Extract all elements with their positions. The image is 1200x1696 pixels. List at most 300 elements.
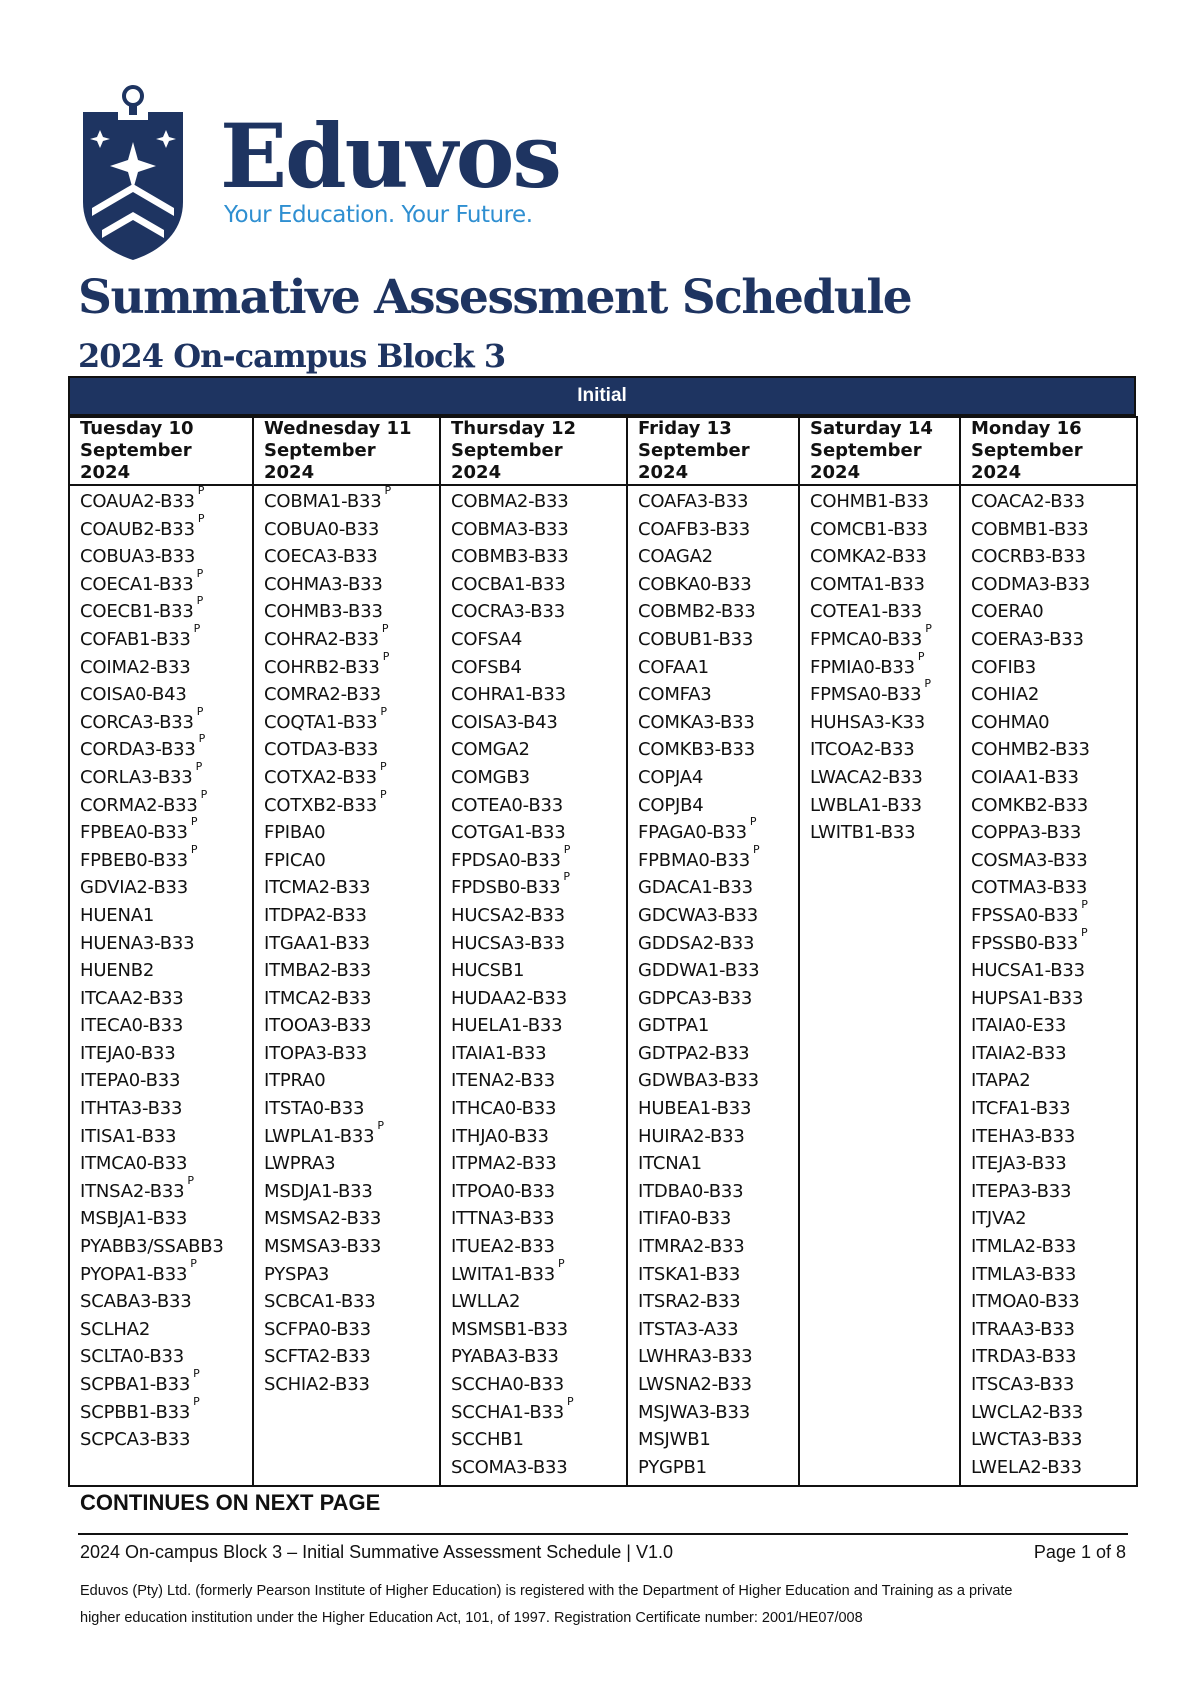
course-code <box>80 1367 248 1399</box>
course-code <box>971 1399 1132 1427</box>
course-code-text: COTEA0-B33 <box>451 794 563 816</box>
course-code-text: ITPOA0-B33 <box>451 1180 555 1202</box>
course-code-text: ITEPA0-B33 <box>80 1070 181 1092</box>
course-code <box>80 1150 248 1178</box>
course-code <box>451 571 622 599</box>
course-code <box>80 902 248 930</box>
course-code <box>264 681 435 709</box>
course-code <box>638 1178 794 1206</box>
course-code <box>638 1261 794 1289</box>
course-code <box>638 1095 794 1123</box>
practical-marker: P <box>380 704 387 718</box>
course-code <box>810 709 955 737</box>
course-code-text: HUCSA2-B33 <box>451 904 565 926</box>
course-code-text: HUIRA2-B33 <box>638 1125 745 1147</box>
course-code <box>80 1288 248 1316</box>
day-header: Wednesday 11 September 2024 <box>253 417 440 485</box>
course-code-text: ITDBA0-B33 <box>638 1180 744 1202</box>
course-code-text: COMKA3-B33 <box>638 711 755 733</box>
course-code-text: ITMOA0-B33 <box>971 1291 1080 1313</box>
course-code <box>80 1095 248 1123</box>
course-code-text: COMCB1-B33 <box>810 518 928 540</box>
course-code-text: COACA2-B33 <box>971 491 1085 512</box>
course-code <box>80 1394 248 1427</box>
course-code-text: HUCSA3-B33 <box>451 932 565 954</box>
course-code-text: ITOPA3-B33 <box>264 1042 368 1064</box>
course-code <box>264 1067 435 1095</box>
practical-marker: P <box>197 484 205 497</box>
course-code-text: SCHIA2-B33 <box>264 1374 370 1395</box>
course-code <box>264 484 435 516</box>
course-code <box>810 736 955 764</box>
course-code <box>451 1288 622 1316</box>
course-code-text: CORLA3-B33 <box>80 766 193 788</box>
course-code <box>971 1095 1132 1123</box>
course-code-text: ITDPA2-B33 <box>264 904 367 926</box>
course-code-text: COAFA3-B33 <box>638 491 749 512</box>
course-code-text: MSJWB1 <box>638 1429 711 1451</box>
footer-legal <box>80 1578 1130 1632</box>
course-code <box>971 925 1132 958</box>
course-code-text: ITMLA2-B33 <box>971 1236 1077 1258</box>
course-code <box>638 488 794 516</box>
course-code-text: COCRA3-B33 <box>451 601 565 623</box>
course-code-text: ITCNA1 <box>638 1153 702 1175</box>
course-code <box>80 930 248 958</box>
course-code-text: FPMCA0-B33 <box>810 628 923 650</box>
course-code-text: ITSRA2-B33 <box>638 1291 741 1313</box>
course-code <box>451 1012 622 1040</box>
course-code <box>264 1205 435 1233</box>
course-code-text: COBMB3-B33 <box>451 546 569 568</box>
course-code-text: FPBEB0-B33 <box>80 849 188 871</box>
course-code-text: LWACA2-B33 <box>810 766 923 788</box>
page-subtitle: 2024 On-campus Block 3 <box>78 337 506 375</box>
course-code-text: FPSSA0-B33 <box>971 904 1079 926</box>
course-code-text: COERA3-B33 <box>971 628 1084 650</box>
course-code-text: SCLHA2 <box>80 1318 151 1340</box>
course-code-text: COAUA2-B33 <box>80 491 195 512</box>
course-code <box>264 1316 435 1344</box>
course-code <box>264 598 435 626</box>
course-code-text: HUHSA3-K33 <box>810 711 925 733</box>
course-code <box>451 1095 622 1123</box>
course-code-text: HUENA1 <box>80 904 155 926</box>
course-code <box>451 516 622 544</box>
day-header-row <box>69 417 1137 485</box>
course-code-text: SCFTA2-B33 <box>264 1346 371 1368</box>
day-column <box>440 485 627 1486</box>
codes-row <box>69 485 1137 1486</box>
course-code <box>451 1316 622 1344</box>
crest-icon <box>78 84 188 264</box>
course-code-text: ITEPA3-B33 <box>971 1180 1072 1202</box>
course-code-text: COBMB1-B33 <box>971 518 1089 540</box>
course-code <box>80 566 248 599</box>
practical-marker: P <box>198 732 206 746</box>
course-code <box>638 874 794 902</box>
course-code <box>80 985 248 1013</box>
course-code-text: ITNSA2-B33 <box>80 1180 185 1202</box>
course-code <box>971 764 1132 792</box>
practical-marker: P <box>190 1256 197 1270</box>
course-code <box>638 598 794 626</box>
practical-marker: P <box>195 759 202 773</box>
course-code-text: GDTPA2-B33 <box>638 1042 750 1064</box>
course-code <box>264 819 435 847</box>
course-code-text: PYABA3-B33 <box>451 1346 559 1368</box>
schedule-table <box>68 376 1136 1487</box>
course-code <box>638 1316 794 1344</box>
course-code <box>451 598 622 626</box>
course-code <box>971 1040 1132 1068</box>
course-code-text: GDWBA3-B33 <box>638 1070 759 1092</box>
course-code <box>971 709 1132 737</box>
course-code <box>971 571 1132 599</box>
course-code-text: ITIFA0-B33 <box>638 1208 732 1230</box>
course-code <box>638 1288 794 1316</box>
course-code-text: COECA3-B33 <box>264 546 378 568</box>
course-code <box>971 516 1132 544</box>
course-code <box>971 654 1132 682</box>
practical-marker: P <box>384 484 391 497</box>
practical-marker: P <box>1081 897 1088 911</box>
course-code <box>451 842 622 875</box>
course-code-text: SCPBB1-B33 <box>80 1401 191 1423</box>
course-code-text: LWELA2-B33 <box>971 1456 1082 1478</box>
course-code-text: COTDA3-B33 <box>264 739 379 761</box>
course-code <box>80 787 248 820</box>
course-code-text: COBMB2-B33 <box>638 601 756 623</box>
page-title: Summative Assessment Schedule <box>78 270 912 325</box>
practical-marker: P <box>752 842 760 856</box>
course-code <box>451 764 622 792</box>
course-code <box>810 677 955 709</box>
footer-page-number: Page 1 of 8 <box>1033 1542 1126 1562</box>
course-code <box>264 787 435 820</box>
course-code <box>638 792 794 820</box>
course-code-text: LWITA1-B33 <box>451 1263 555 1285</box>
course-code-text: SCPBA1-B33 <box>80 1374 191 1395</box>
course-code <box>451 736 622 764</box>
course-code <box>810 792 955 820</box>
course-code-text: GDTPA1 <box>638 1015 710 1037</box>
course-code-text: FPAGA0-B33 <box>638 822 747 844</box>
course-code-text: ITAIA1-B33 <box>451 1042 547 1064</box>
course-code <box>638 902 794 930</box>
practical-marker: P <box>563 870 570 884</box>
course-code-text: COAUB2-B33 <box>80 518 195 540</box>
course-code <box>638 842 794 875</box>
course-code <box>638 764 794 792</box>
course-code-text: FPMIA0-B33 <box>810 656 915 678</box>
course-code <box>971 681 1132 709</box>
course-code-text: COAGA2 <box>638 546 713 568</box>
practical-marker: P <box>917 649 925 663</box>
course-code-text: ITAIA2-B33 <box>971 1042 1067 1064</box>
course-code <box>80 1173 248 1206</box>
course-code <box>971 488 1132 516</box>
course-code <box>638 1067 794 1095</box>
course-code-text: LWBLA1-B33 <box>810 794 922 816</box>
course-code-text: COHMB3-B33 <box>264 601 383 623</box>
course-code <box>80 874 248 902</box>
course-code <box>451 1205 622 1233</box>
course-code <box>451 1178 622 1206</box>
practical-marker: P <box>557 1256 565 1270</box>
practical-marker: P <box>190 842 198 856</box>
course-code-text: LWPLA1-B33 <box>264 1125 375 1147</box>
course-code-text: COPJB4 <box>638 794 704 816</box>
practical-marker: P <box>925 621 932 635</box>
course-code-text: COHIA2 <box>971 684 1040 706</box>
course-code-text: CORMA2-B33 <box>80 794 198 816</box>
course-code-text: COIMA2-B33 <box>80 656 191 678</box>
course-code <box>451 543 622 571</box>
course-code-text: ITHTA3-B33 <box>80 1098 183 1120</box>
eduvos-logo <box>78 84 598 264</box>
course-code-text: HUBEA1-B33 <box>638 1098 752 1120</box>
day-header: Saturday 14 September 2024 <box>799 417 960 485</box>
course-code <box>638 516 794 544</box>
day-header: Monday 16 September 2024 <box>960 417 1137 485</box>
course-code <box>80 1343 248 1371</box>
course-code <box>264 847 435 875</box>
practical-marker: P <box>566 1394 574 1408</box>
course-code <box>451 819 622 847</box>
course-code <box>451 1040 622 1068</box>
course-code <box>971 1288 1132 1316</box>
course-code-text: COISA3-B43 <box>451 711 558 733</box>
practical-marker: P <box>379 759 387 773</box>
course-code-text: LWCTA3-B33 <box>971 1429 1083 1451</box>
course-code-text: ITAPA2 <box>971 1070 1031 1092</box>
course-code-text: GDVIA2-B33 <box>80 877 188 899</box>
course-code <box>264 543 435 571</box>
course-code <box>638 654 794 682</box>
course-code-text: COTEA1-B33 <box>810 601 922 623</box>
course-code <box>264 1371 435 1399</box>
course-code <box>451 1343 622 1371</box>
course-code-text: ITCFA1-B33 <box>971 1098 1071 1120</box>
course-code <box>451 1394 622 1427</box>
course-code <box>80 543 248 571</box>
course-code <box>971 1123 1132 1151</box>
course-code-text: ITGAA1-B33 <box>264 932 370 954</box>
course-code-text: COBMA3-B33 <box>451 518 569 540</box>
course-code-text: GDCWA3-B33 <box>638 904 759 926</box>
course-code <box>638 1454 794 1482</box>
course-code-text: LWITB1-B33 <box>810 822 916 844</box>
course-code-text: COMFA3 <box>638 684 712 706</box>
course-code <box>264 985 435 1013</box>
course-code-text: HUPSA1-B33 <box>971 987 1084 1009</box>
legal-line: Eduvos (Pty) Ltd. (formerly Pearson Institute of Higher Education) is registered with the Department of Higher Education and Training as a private <box>80 1583 1013 1599</box>
continues-note: CONTINUES ON NEXT PAGE <box>80 1490 381 1515</box>
course-code-text: PYOPA1-B33 <box>80 1263 188 1285</box>
practical-marker: P <box>382 649 390 663</box>
course-code <box>451 1256 622 1289</box>
course-code <box>264 516 435 544</box>
course-code <box>810 819 955 847</box>
course-code <box>451 709 622 737</box>
course-code-text: COFIB3 <box>971 656 1036 678</box>
course-code-text: ITRAA3-B33 <box>971 1318 1075 1340</box>
course-code <box>638 1371 794 1399</box>
course-code-text: ITOOA3-B33 <box>264 1015 372 1037</box>
course-code <box>810 764 955 792</box>
course-code-text: SCFPA0-B33 <box>264 1318 371 1340</box>
course-code-text: ITEHA3-B33 <box>971 1125 1076 1147</box>
course-code <box>451 870 622 902</box>
course-code-text: MSMSB1-B33 <box>451 1318 568 1340</box>
course-code <box>638 626 794 654</box>
course-code <box>638 1426 794 1454</box>
course-code <box>638 1205 794 1233</box>
course-code-text: COMRA2-B33 <box>264 684 381 706</box>
course-code <box>810 488 955 516</box>
course-code <box>80 732 248 764</box>
practical-marker: P <box>381 621 389 635</box>
course-code-text: COPJA4 <box>638 766 704 788</box>
practical-marker: P <box>193 1367 200 1380</box>
brand-tagline: Your Education. Your Future. <box>224 202 533 228</box>
course-code <box>638 1399 794 1427</box>
course-code <box>264 930 435 958</box>
course-code-text: ITSTA0-B33 <box>264 1098 365 1120</box>
course-code <box>80 1123 248 1151</box>
course-code <box>451 1067 622 1095</box>
course-code <box>971 626 1132 654</box>
course-code-text: LWLLA2 <box>451 1291 521 1313</box>
course-code-text: COMTA1-B33 <box>810 573 925 595</box>
course-code-text: ITMBA2-B33 <box>264 960 372 982</box>
course-code-text: COBKA0-B33 <box>638 573 752 595</box>
course-code-text: HUCSB1 <box>451 960 525 982</box>
course-code <box>971 543 1132 571</box>
practical-marker: P <box>379 787 387 801</box>
course-code <box>638 571 794 599</box>
course-code <box>264 874 435 902</box>
course-code-text: COTXB2-B33 <box>264 794 377 816</box>
course-code-text: ITMCA0-B33 <box>80 1153 188 1175</box>
course-code-text: LWPRA3 <box>264 1153 336 1175</box>
course-code-text: COECB1-B33 <box>80 601 194 623</box>
course-code <box>264 571 435 599</box>
course-code-text: ITEJA3-B33 <box>971 1153 1067 1175</box>
course-code-text: ITCMA2-B33 <box>264 877 371 899</box>
footer-doc-label: 2024 On-campus Block 3 – Initial Summative Assessment Schedule | V1.0 <box>80 1542 673 1562</box>
course-code <box>451 985 622 1013</box>
course-code-text: ITMRA2-B33 <box>638 1236 745 1258</box>
course-code <box>80 621 248 654</box>
course-code-text: MSMSA2-B33 <box>264 1208 382 1230</box>
course-code-text: FPICA0 <box>264 849 326 871</box>
course-code-text: COBUA3-B33 <box>80 546 196 568</box>
course-code <box>451 626 622 654</box>
course-code-text: COTMA3-B33 <box>971 877 1088 899</box>
course-code <box>264 1150 435 1178</box>
course-code <box>638 1233 794 1261</box>
brand-name: Eduvos <box>220 104 560 208</box>
course-code-text: ITMLA3-B33 <box>971 1263 1077 1285</box>
course-code-text: COAFB3-B33 <box>638 518 750 540</box>
course-code <box>810 621 955 654</box>
course-code-text: COMKB3-B33 <box>638 739 755 761</box>
day-column <box>69 485 253 1486</box>
course-code-text: FPDSA0-B33 <box>451 849 561 871</box>
course-code-text: CODMA3-B33 <box>971 573 1090 595</box>
course-code <box>971 598 1132 626</box>
course-code <box>264 1178 435 1206</box>
course-code <box>451 1426 622 1454</box>
course-code <box>264 759 435 792</box>
course-code-text: SCCHB1 <box>451 1429 524 1451</box>
course-code <box>80 1205 248 1233</box>
course-code-text: PYGPB1 <box>638 1456 707 1478</box>
day-header: Friday 13 September 2024 <box>627 417 799 485</box>
course-code <box>638 957 794 985</box>
course-code-text: COFAA1 <box>638 656 709 678</box>
practical-marker: P <box>190 815 198 829</box>
course-code <box>80 654 248 682</box>
course-code <box>80 1256 248 1289</box>
course-code <box>810 649 955 682</box>
course-code-text: ITEJA0-B33 <box>80 1042 176 1064</box>
course-code-text: COFSB4 <box>451 656 522 678</box>
course-code <box>971 957 1132 985</box>
course-code-text: CORDA3-B33 <box>80 739 196 761</box>
course-code-text: ITENA2-B33 <box>451 1070 556 1092</box>
course-code <box>264 621 435 654</box>
course-code <box>80 1316 248 1344</box>
footer-divider <box>78 1533 1128 1535</box>
course-code-text: COTGA1-B33 <box>451 822 566 844</box>
course-code <box>971 792 1132 820</box>
course-code <box>971 1316 1132 1344</box>
practical-marker: P <box>749 815 757 829</box>
course-code-text: COMGA2 <box>451 739 530 761</box>
course-code <box>80 484 248 516</box>
course-code <box>971 1205 1132 1233</box>
day-column <box>627 485 799 1486</box>
course-code-text: FPIBA0 <box>264 822 326 844</box>
course-code <box>810 598 955 626</box>
course-code <box>638 1150 794 1178</box>
course-code-text: CORCA3-B33 <box>80 711 194 733</box>
course-code <box>638 815 794 847</box>
practical-marker: P <box>187 1173 194 1187</box>
course-code-text: COBUA0-B33 <box>264 518 380 540</box>
course-code <box>451 654 622 682</box>
course-code <box>264 1095 435 1123</box>
course-code <box>971 1261 1132 1289</box>
course-code <box>451 1454 622 1482</box>
course-code-text: COCBA1-B33 <box>451 573 566 595</box>
course-code-text: HUDAA2-B33 <box>451 987 567 1009</box>
course-code-text: COHMA0 <box>971 711 1050 733</box>
course-code <box>971 1012 1132 1040</box>
course-code-text: COBUB1-B33 <box>638 628 754 650</box>
course-code-text: ITSTA3-A33 <box>638 1318 739 1340</box>
course-code-text: COHRA2-B33 <box>264 628 379 650</box>
course-code-text: MSDJA1-B33 <box>264 1180 373 1202</box>
course-code-text: COFAB1-B33 <box>80 628 191 650</box>
course-code-text: ITCOA2-B33 <box>810 739 915 761</box>
course-code-text: COCRB3-B33 <box>971 546 1086 568</box>
course-code <box>264 1233 435 1261</box>
course-code-text: SCOMA3-B33 <box>451 1456 568 1478</box>
